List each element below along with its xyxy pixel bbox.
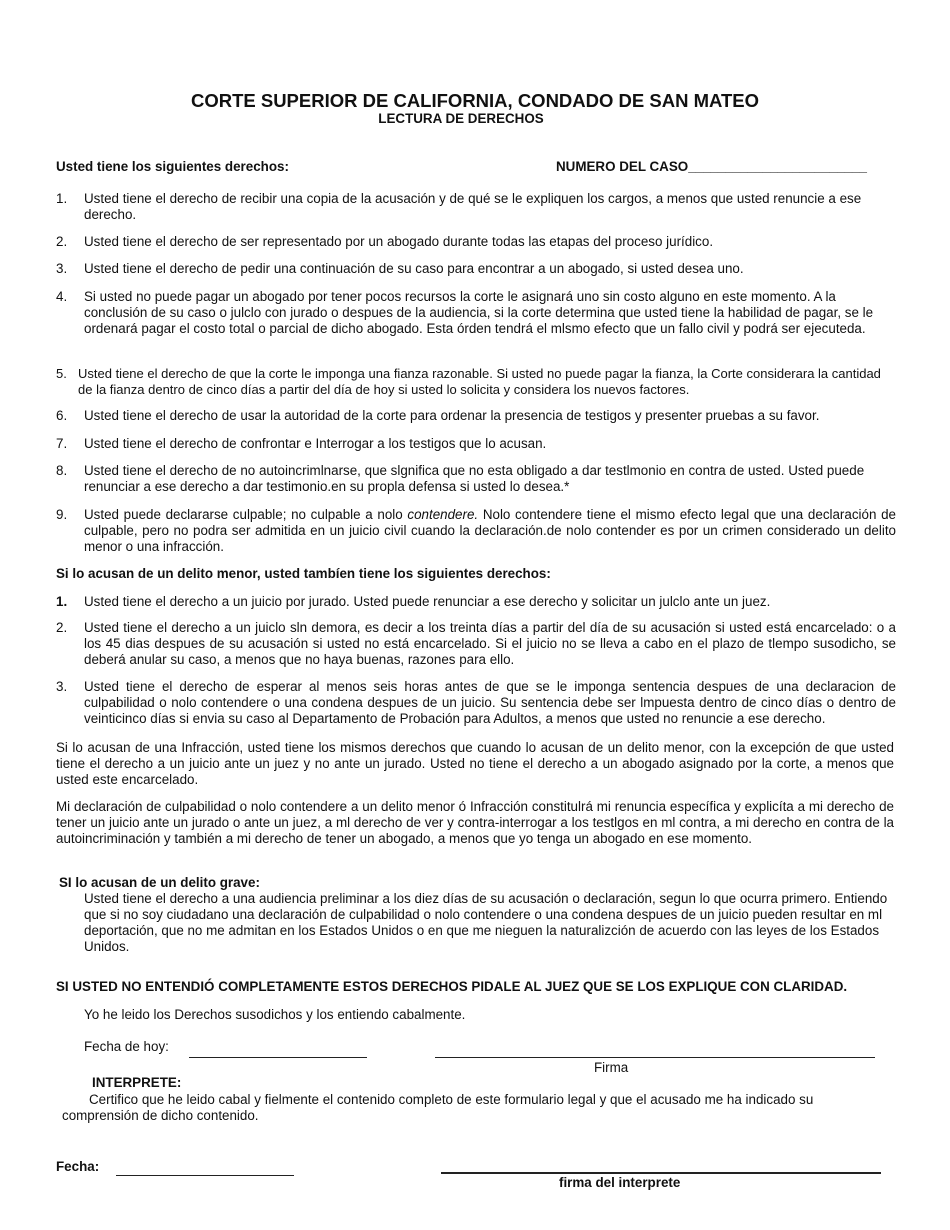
misdemeanor-right-item	[56, 594, 896, 610]
date-today-label: Fecha de hoy:	[84, 1039, 169, 1054]
rights-intro-label: Usted tiene los siguientes derechos:	[56, 159, 289, 174]
right-number: 3.	[56, 261, 68, 276]
right-number: 9.	[56, 507, 68, 522]
right-item	[56, 289, 896, 337]
right-text: Usted tiene el derecho de que la corte le imponga una fianza razonable. Si usted no puede pagar la fianza, la Corte considerara la cantidad de la fianza dentro de cinco días a partir del día de hoy si usted lo solicita y considera los nuevos factores.	[78, 366, 881, 397]
signature-label: Firma	[594, 1060, 629, 1075]
case-number-label	[556, 159, 867, 175]
waiver-paragraph: Mi declaración de culpabilidad o nolo contendere a un delito menor ó Infracción constitulrá mi renuncia específica y explicíta a mi derecho de tener un juicio ante un jurado o ante un juez, a ml derecho de ver y contra-interrogar a los testlgos en ml contra, a mi derecho en contra de la autoincriminación y también a mi derecho de tener un abogado, a menos que yo tenga un abogado en ese momento.	[56, 799, 894, 846]
right-number: 1.	[56, 594, 68, 609]
case-number-blank: ________________________	[688, 159, 867, 174]
interpreter-signature-label: firma del interprete	[559, 1175, 681, 1190]
right-number: 4.	[56, 289, 68, 304]
page-title: CORTE SUPERIOR DE CALIFORNIA, CONDADO DE SAN MATEO	[190, 90, 760, 111]
right-text: Usted tiene el derecho de pedir una continuación de su caso para encontrar a un abogado, si usted desea uno.	[84, 261, 744, 276]
right-text: Usted puede declararse culpable; no culpable a nolo contendere. Nolo contendere tiene el mismo efecto legal que una declaración de culpable, pero no podra ser admitida en un juicio civil cuando la declaración.de nolo contender es por un crimen considerado un delito menor o una infracción.	[84, 507, 896, 554]
infraction-paragraph: Si lo acusan de una Infracción, usted tiene los mismos derechos que cuando lo acusan de un delito menor, con la excepción de que usted tiene el derecho a un juicio ante un juez y no ante un jurado. Usted no tiene el derecho a un abogado asignado por la corte, a menos que usted este encarcelado.	[56, 740, 894, 787]
misdemeanor-right-item	[56, 679, 896, 727]
right-number: 3.	[56, 679, 68, 694]
clarity-notice: SI USTED NO ENTENDIÓ COMPLETAMENTE ESTOS DERECHOS PIDALE AL JUEZ QUE SE LOS EXPLIQUE CON CLARIDAD.	[56, 979, 848, 994]
right-text: Usted tiene el derecho de ser representado por un abogado durante todas las etapas del proceso jurídico.	[84, 234, 714, 249]
right-text: Usted tiene el derecho de confrontar e Interrogar a los testigos que lo acusan.	[84, 436, 547, 451]
right-number: 8.	[56, 463, 68, 478]
misdemeanor-heading: Si lo acusan de un delito menor, usted tambíen tiene los siguientes derechos:	[56, 566, 551, 581]
right-text: Usted tiene el derecho de usar la autoridad de la corte para ordenar la presencia de testigos y presenter pruebas a su favor.	[84, 408, 820, 423]
misdemeanor-right-item	[56, 620, 896, 668]
right-number: 5.	[56, 366, 67, 381]
case-number-text: NUMERO DEL CASO	[556, 159, 689, 174]
right-item	[56, 507, 896, 555]
right-item	[56, 436, 896, 452]
interpreter-signature-line[interactable]	[441, 1172, 881, 1174]
right-item	[56, 408, 896, 424]
interpreter-heading: INTERPRETE:	[92, 1075, 182, 1090]
right-text: Si usted no puede pagar un abogado por tener pocos recursos la corte le asignará uno sin costo alguno en este momento. A la conclusión de su caso o julclo con jurado o despues de la audiencia, si la corte determina que usted tiene la habilidad de pagar, se le ordenará pagar el costo total o parcial de dicho abogado. Esta órden tendrá el mlsmo efecto que un fallo civil y podrá ser ejecuteda.	[84, 289, 874, 336]
right-number: 2.	[56, 620, 68, 635]
right-item	[56, 234, 896, 250]
right-item	[56, 463, 896, 495]
signature-line[interactable]	[435, 1057, 875, 1058]
right-item	[56, 261, 896, 277]
date-line[interactable]	[116, 1175, 294, 1176]
right-text: Usted tiene el derecho de recibir una copia de la acusación y de qué se le expliquen los cargos, a menos que usted renuncie a ese derecho.	[84, 191, 862, 222]
date-label: Fecha:	[56, 1159, 100, 1174]
interpreter-statement: Certifico que he leido cabal y fielmente el contenido completo de este formulario legal y que el acusado me ha indicado su comprensión de dicho contenido.	[62, 1092, 814, 1123]
read-statement: Yo he leido los Derechos susodichos y los entiendo cabalmente.	[84, 1007, 466, 1022]
right-number: 7.	[56, 436, 68, 451]
right-text: Usted tiene el derecho de no autoincrimlnarse, que slgnifica que no esta obligado a dar testlmonio en contra de usted. Usted puede renunciar a ese derecho a dar testimonio.en su propla defensa si usted lo desea.*	[84, 463, 865, 494]
right-text: Usted tiene el derecho de esperar al menos seis horas antes de que se le imponga sentencia despues de una declaracion de culpabilidad o nolo contendere o una condena despues de un juicio. Su sentencia debe ser lmpuesta dentro de cinco días o dentro de veinticinco días si envia su caso al Departamento de Probación para Adultos, a menos que usted no renuncie a ese derecho.	[84, 679, 896, 726]
right-item	[56, 191, 896, 223]
right-number: 6.	[56, 408, 68, 423]
felony-paragraph: Usted tiene el derecho a una audiencia preliminar a los diez días de su acusación o declaración, segun lo que ocurra primero. Entiendo que si no soy ciudadano una declaración de culpabilidad o nolo contendere o una condena despues de un juicio pueden resultar en ml deportación, que no me admitan en los Estados Unidos o en que me nieguen la naturalizción de acuerdo con las leyes de los Estados Unidos.	[84, 891, 888, 954]
right-number: 2.	[56, 234, 68, 249]
felony-heading: SI lo acusan de un delito grave:	[59, 875, 260, 890]
right-number: 1.	[56, 191, 68, 206]
right-text: Usted tiene el derecho a un juiclo sln demora, es decir a los treinta días a partir del día de su acusación si usted está encarcelado: o a los 45 dias despues de su acusación si usted no está encarcelado. Si el juicio no se lleva a cabo en el plazo de tlempo susodicho, se deberá anular su caso, a menos que no haya buenas, razones para ello.	[84, 620, 896, 667]
date-today-line[interactable]	[189, 1057, 367, 1058]
right-item	[56, 366, 896, 398]
nolo-contendere-term: contendere.	[407, 507, 479, 522]
right-text: Usted tiene el derecho a un juicio por jurado. Usted puede renunciar a ese derecho y solicitar un julclo ante un juez.	[84, 594, 771, 609]
page-subtitle: LECTURA DE DERECHOS	[378, 111, 544, 126]
